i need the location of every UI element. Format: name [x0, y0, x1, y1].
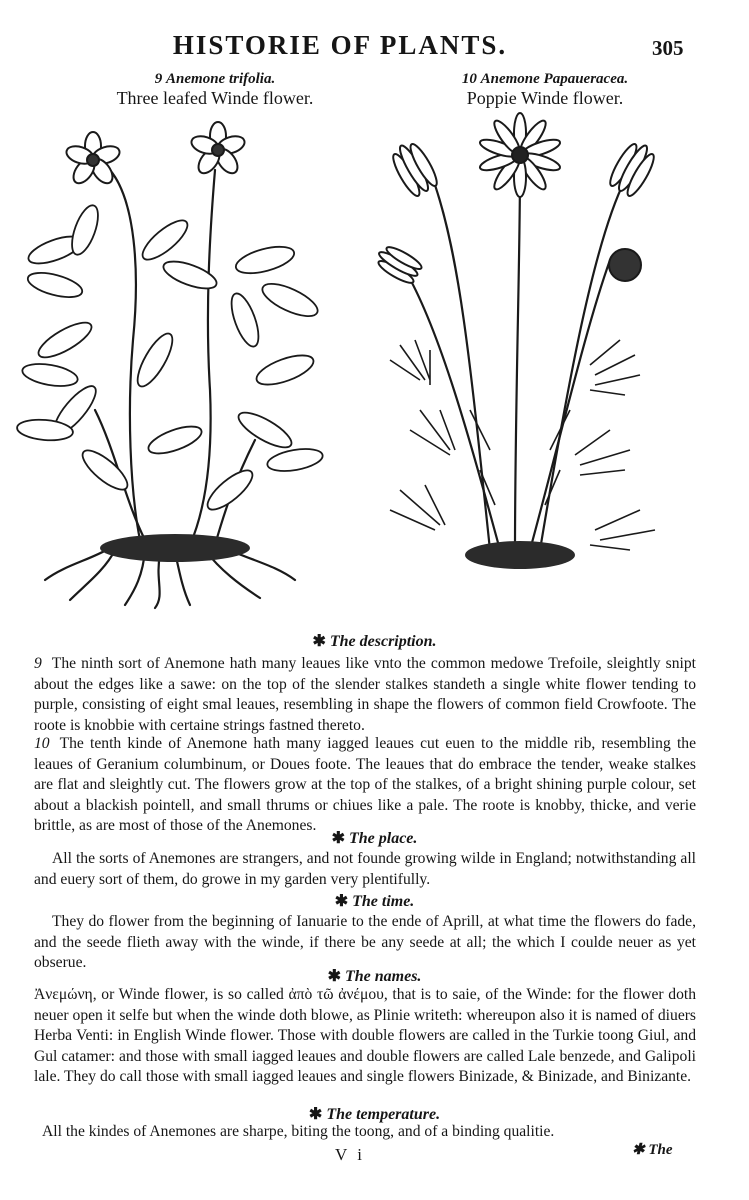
- asterism-icon: ✱: [308, 1106, 323, 1123]
- signature-mark: V i: [335, 1145, 365, 1164]
- asterism-icon: ✱: [327, 968, 341, 985]
- description-paragraph-10: 10 The tenth kinde of Anemone hath many iagged leaues cut euen to the middle rib, resembling the leaues of Geranium columbinum, or Doues foote. The leaues that do embrace the tender, weake stalkes are flat and sleightly cut. The flowers grow at the top of the stalkes, of a bright shining purple colour, set about a blackish pointell, and small thrums or chiues like a pale. The roote is knobby, thicke, and verie brittle, as are most of those of the Anemones.: [34, 735, 696, 834]
- plate-latin-name: 10 Anemone Papaueracea.: [461, 71, 629, 87]
- place-paragraph: All the sorts of Anemones are strangers, and not founde growing wilde in England; notwithstanding all and euery sort of them, do growe in my garden very plentifully.: [34, 850, 696, 888]
- description-paragraph-9: 9 The ninth sort of Anemone hath many leaues like vnto the common medowe Trefoile, sleightly snipt about the edges like a sawe: on the top of the slender stalkes standeth a single white flower tending to purple, consisting of eight smal leaues, resembling in shape the flowers of common field Crowfoote. The roote is knobbie with certaine strings fastned thereto.: [34, 655, 696, 734]
- plate-latin-name: 9 Anemone trifolia.: [154, 71, 276, 87]
- section-heading-place: ✱ The place.: [331, 830, 418, 847]
- section-heading-description: ✱ The description.: [312, 633, 437, 650]
- time-paragraph: They do flower from the beginning of Ianuarie to the ende of Aprill, at what time the flowers do fade, and the seede flieth away with the winde, if there be any seede at all; the which I coulde neuer as yet obserue.: [34, 913, 696, 971]
- asterism-icon: ✱: [331, 830, 345, 847]
- asterism-icon: ✱: [312, 633, 326, 650]
- plate-english-name: Three leafed Winde flower.: [116, 88, 314, 108]
- page-number: 305: [652, 36, 684, 60]
- asterism-icon: ✱: [334, 893, 349, 910]
- plate-caption-10: [420, 70, 670, 108]
- asterism-icon: ✱: [632, 1142, 645, 1158]
- plate-english-name: Poppie Winde flower.: [466, 88, 624, 108]
- plate-caption-9: [70, 70, 360, 108]
- catchword: ✱ The: [632, 1142, 673, 1158]
- woodcut-poppie-winde-flower: [370, 110, 690, 610]
- temperature-paragraph: All the kindes of Anemones are sharpe, biting the toong, and of a binding qualitie.: [42, 1123, 555, 1140]
- section-heading-names: ✱ The names.: [327, 968, 422, 985]
- names-paragraph: Ἀνεμώνη, or Winde flower, is so called ἀπὸ τῶ ἀνέμου, that is to saie, of the Winde: for the flower doth neuer open it selfe but when the winde doth blowe, as Plinie writeth: whereupon also it is named of diuers Herba Venti: in English Winde flower. Those with double flowers are called in the Turkie toong Giul, and Gul catamer: and those with small iagged leaues and double flowers are called Lale benzede, and Galipoli lale. They do call those with small iagged leaues and single flowers Binizade, & Binizade, and Binizante.: [34, 986, 696, 1085]
- running-head: HISTORIE OF PLANTS.: [172, 30, 508, 60]
- section-heading-temperature: ✱ The temperature.: [308, 1106, 441, 1123]
- section-heading-time: ✱ The time.: [334, 893, 415, 910]
- woodcut-three-leafed-winde-flower: [15, 110, 335, 610]
